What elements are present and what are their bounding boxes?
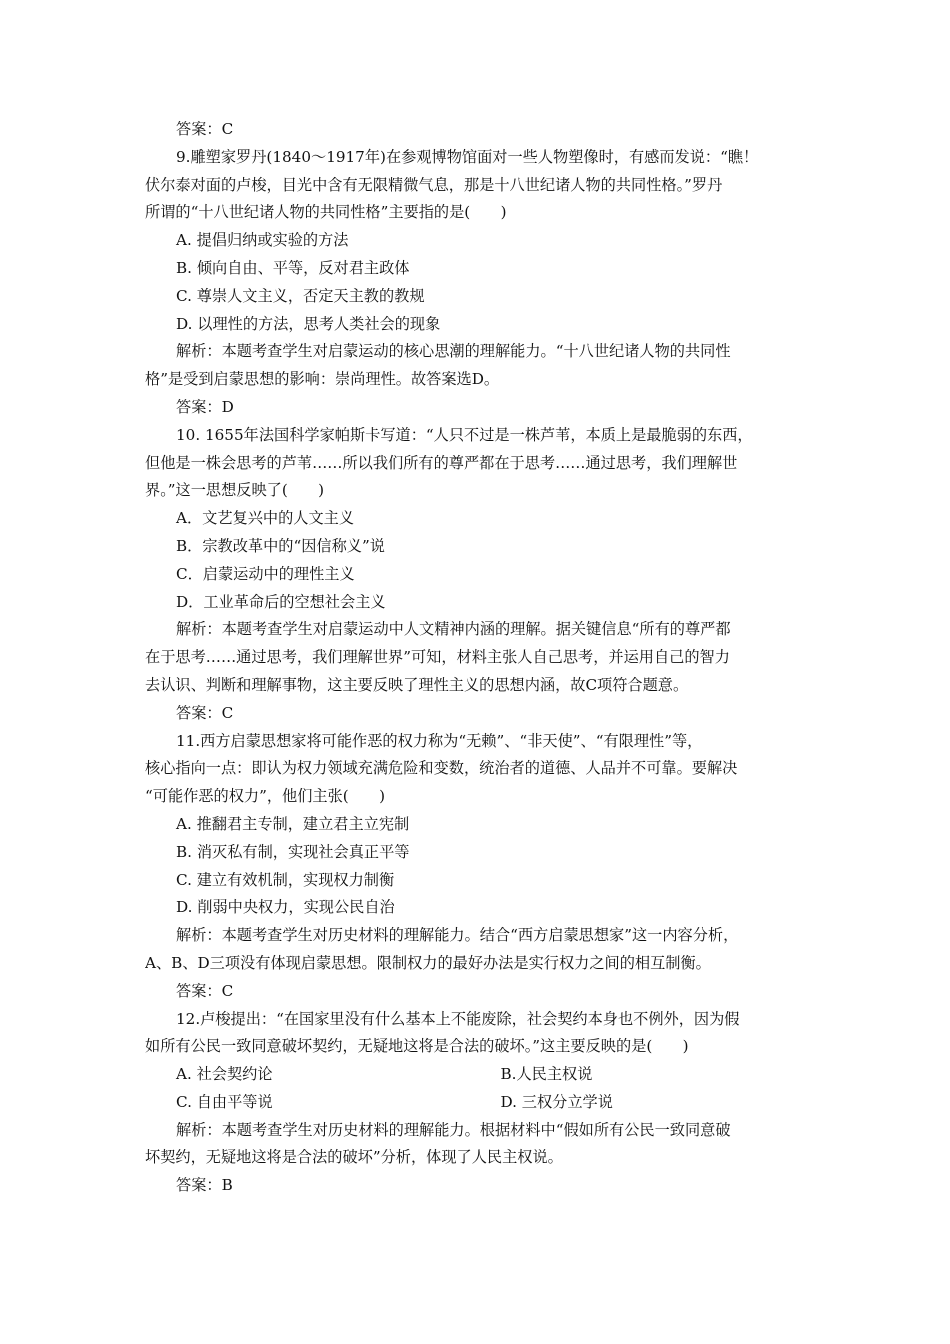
answer-12: 答案：B [176, 1176, 233, 1195]
question-12-line-2: 如所有公民一致同意破坏契约，无疑地这将是合法的破坏。”这主要反映的是( ) [145, 1037, 689, 1056]
q9-option-b: B. 倾向自由、平等，反对君主政体 [176, 258, 410, 277]
q10-option-c: C．启蒙运动中的理性主义 [176, 564, 355, 583]
q10-analysis-line-1: 解析：本题考查学生对启蒙运动中人文精神内涵的理解。据关键信息“所有的尊严都 [176, 620, 731, 639]
q12-option-d: D. 三权分立学说 [500, 1092, 613, 1111]
q11-option-b: B. 消灭私有制，实现社会真正平等 [176, 842, 410, 861]
q12-analysis-line-2: 坏契约，无疑地这将是合法的破坏”分析，体现了人民主权说。 [145, 1148, 563, 1167]
question-10-line-3: 界。”这一思想反映了( ) [145, 481, 325, 500]
question-9-line-1: 9.雕塑家罗丹(1840～1917年)在参观博物馆面对一些人物塑像时，有感而发说：“瞧！ [176, 147, 759, 166]
q12-options-row-1 [145, 1061, 825, 1089]
question-11-line-2: 核心指向一点：即认为权力领域充满危险和变数，统治者的道德、人品并不可靠。要解决 [145, 759, 738, 778]
question-10-line-2: 但他是一株会思考的芦苇……所以我们所有的尊严都在于思考……通过思考，我们理解世 [145, 453, 738, 472]
q11-option-d: D. 削弱中央权力，实现公民自治 [176, 898, 395, 917]
q9-analysis-line-1: 解析：本题考查学生对启蒙运动的核心思潮的理解能力。“十八世纪诸人物的共同性 [176, 342, 731, 361]
question-12-line-1: 12.卢梭提出：“在国家里没有什么基本上不能废除，社会契约本身也不例外，因为假 [176, 1009, 740, 1028]
q9-analysis-line-2: 格”是受到启蒙思想的影响：崇尚理性。故答案选D。 [145, 370, 500, 389]
q9-option-a: A. 提倡归纳或实验的方法 [176, 231, 349, 250]
question-9-line-2: 伏尔泰对面的卢梭，目光中含有无限精微气息，那是十八世纪诸人物的共同性格。”罗丹 [145, 175, 723, 194]
q9-option-c: C. 尊崇人文主义，否定天主教的教规 [176, 286, 425, 305]
q9-option-d: D. 以理性的方法，思考人类社会的现象 [176, 314, 441, 333]
q10-option-b: B．宗教改革中的“因信称义”说 [176, 536, 385, 555]
q12-analysis-line-1: 解析：本题考查学生对历史材料的理解能力。根据材料中“假如所有公民一致同意破 [176, 1120, 731, 1139]
q10-option-d: D．工业革命后的空想社会主义 [176, 592, 386, 611]
q11-option-a: A. 推翻君主专制，建立君主立宪制 [176, 814, 410, 833]
q12-options-row-2 [145, 1089, 825, 1117]
question-9-line-3: 所谓的“十八世纪诸人物的共同性格”主要指的是( ) [145, 203, 507, 222]
q12-option-a: A. 社会契约论 [176, 1065, 273, 1084]
question-11-line-3: “可能作恶的权力”，他们主张( ) [145, 787, 386, 806]
answer-10: 答案：C [176, 703, 234, 722]
document-body [145, 116, 825, 1200]
q11-option-c: C. 建立有效机制，实现权力制衡 [176, 870, 395, 889]
q10-option-a: A．文艺复兴中的人文主义 [176, 509, 355, 528]
q12-option-b: B.人民主权说 [500, 1065, 593, 1084]
q11-analysis-line-2: A、B、D三项没有体现启蒙思想。限制权力的最好办法是实行权力之间的相互制衡。 [145, 953, 711, 972]
question-10-line-1: 10. 1655年法国科学家帕斯卡写道：“人只不过是一株芦苇，本质上是最脆弱的东西， [176, 425, 753, 444]
answer-8: 答案：C [176, 120, 234, 138]
q10-analysis-line-2: 在于思考……通过思考，我们理解世界”可知，材料主张人自己思考，并运用自己的智力 [145, 648, 730, 667]
answer-11: 答案：C [176, 981, 234, 1000]
q10-analysis-line-3: 去认识、判断和理解事物，这主要反映了理性主义的思想内涵，故C项符合题意。 [145, 675, 689, 694]
answer-9: 答案：D [176, 397, 234, 416]
question-11-line-1: 11.西方启蒙思想家将可能作恶的权力称为“无赖”、“非天使”、“有限理性”等， [176, 731, 703, 750]
q12-option-c: C. 自由平等说 [176, 1092, 273, 1111]
q11-analysis-line-1: 解析：本题考查学生对历史材料的理解能力。结合“西方启蒙思想家”这一内容分析， [176, 926, 739, 945]
